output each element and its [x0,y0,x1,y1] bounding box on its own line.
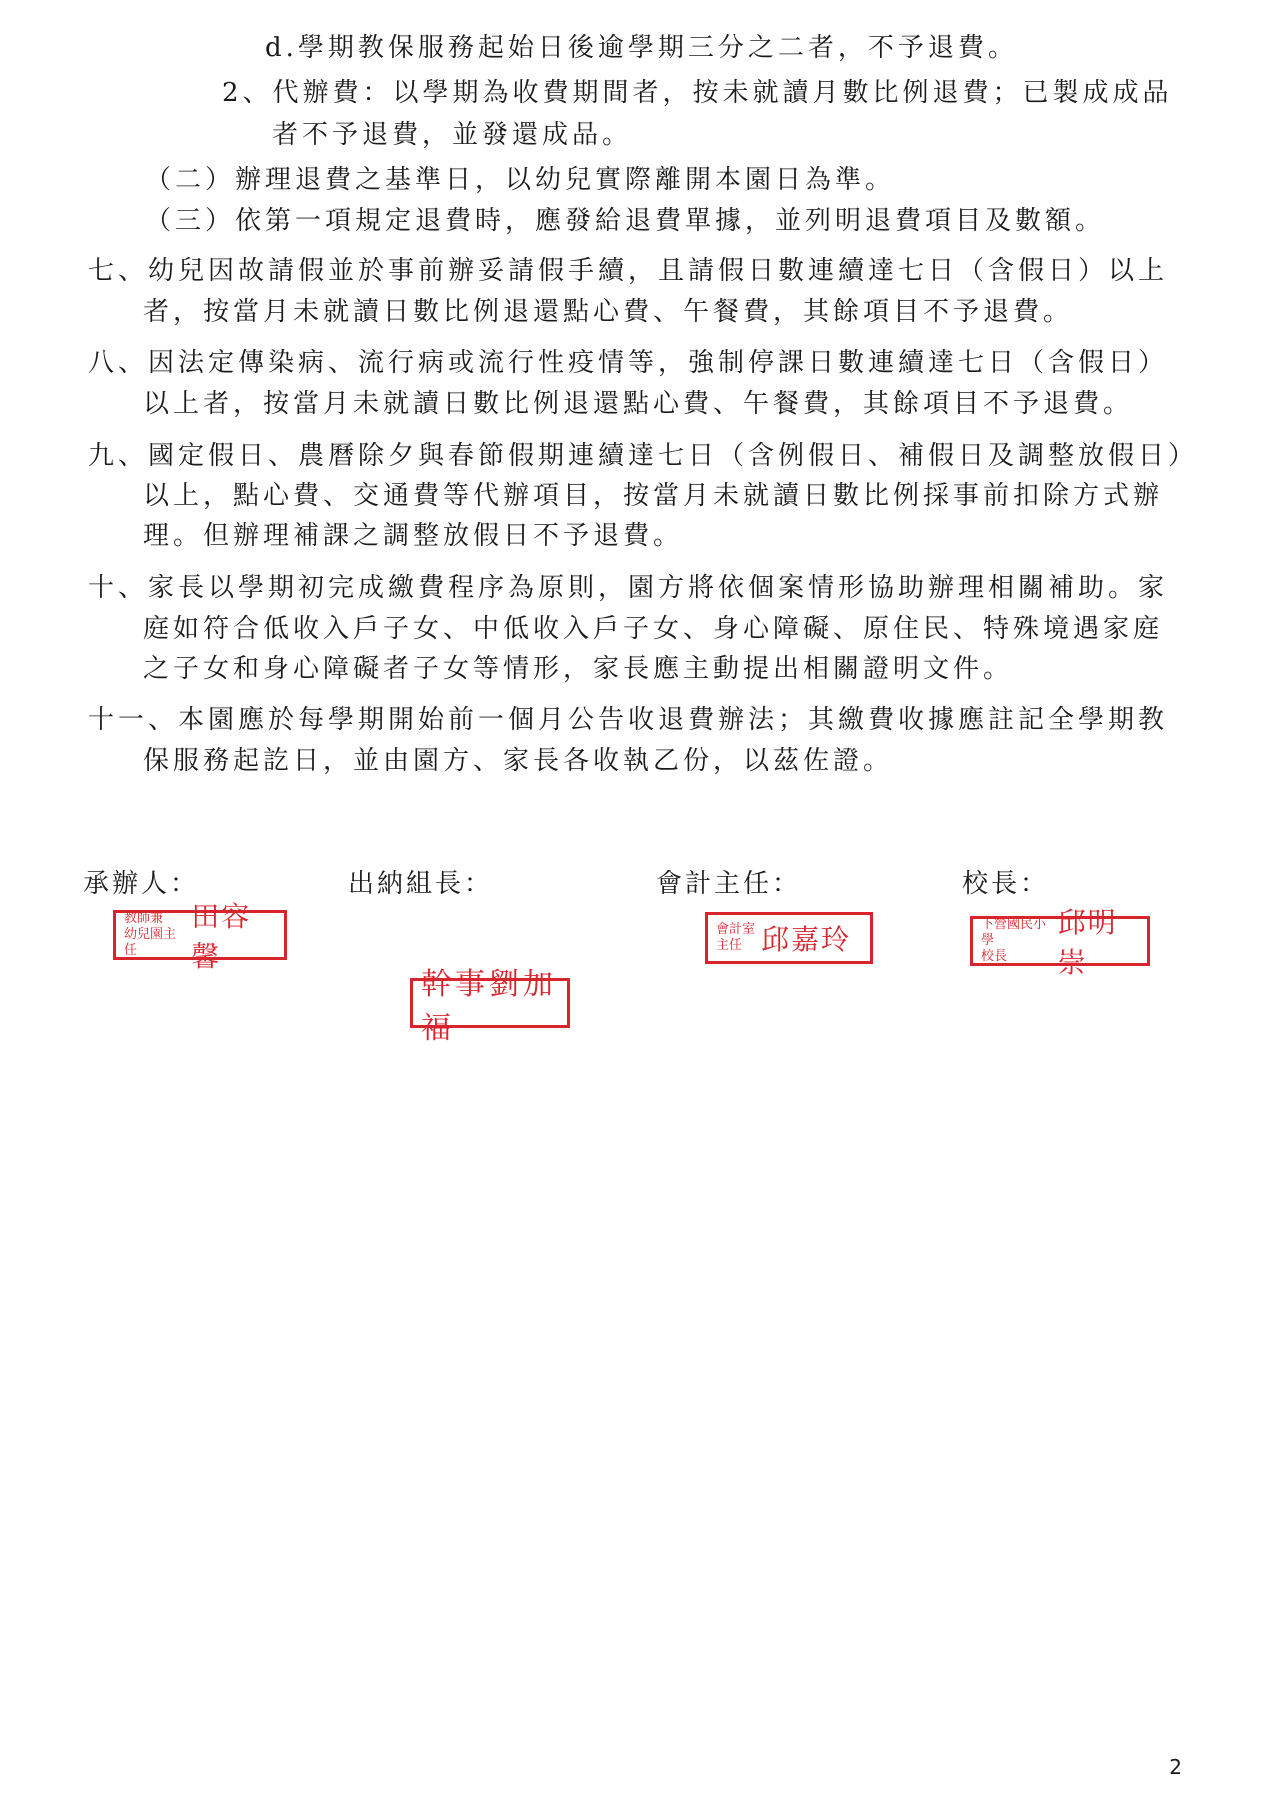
text-line: （三）依第一項規定退費時，應發給退費單據，並列明退費項目及數額。 [145,206,1106,236]
text-line: 十一、本園應於每學期開始前一個月公告收退費辦法；其繳費收據應註記全學期教 [88,705,1169,735]
stamp-name: 邱嘉玲 [761,923,852,956]
text-line: 七、幼兒因故請假並於事前辦妥請假手續，且請假日數連續達七日（含假日）以上 [88,256,1169,286]
stamp-title: 會計室 [716,922,756,937]
page-number: 2 [1169,1755,1182,1779]
stamp-name: 田容馨 [191,900,252,973]
handler-seal-stamp [113,900,287,973]
stamp-name: 幹事劉加福 [421,967,557,1046]
stamp-title: 主任 [716,938,743,953]
principal-label: 校長： [962,869,1050,899]
text-line: 理。但辦理補課之調整放假日不予退費。 [143,521,684,551]
accounting-label: 會計主任： [656,869,802,899]
text-line: 八、因法定傳染病、流行病或流行性疫情等，強制停課日數連續達七日（含假日） [88,348,1169,378]
text-line: 十、家長以學期初完成繳費程序為原則，園方將依個案情形協助辦理相關補助。家 [88,573,1169,603]
text-line: （二）辦理退費之基準日，以幼兒實際離開本園日為準。 [145,165,896,195]
officer-seal-stamp [410,967,570,1046]
text-line: 九、國定假日、農曆除夕與春節假期連續達七日（含例假日、補假日及調整放假日） [88,441,1199,471]
stamp-title: 下營國民小學 [981,917,1047,948]
stamp-title: 校長 [981,949,1008,964]
accounting-seal-stamp [705,912,873,964]
stamp-title: 教師兼 [124,911,164,926]
text-line: 保服務起訖日，並由園方、家長各收執乙份，以茲佐證。 [143,746,894,776]
handler-label: 承辦人： [83,869,200,899]
text-line: 2、代辦費：以學期為收費期間者，按未就讀月數比例退費；已製成成品 [222,78,1173,108]
text-line: 以上者，按當月未就讀日數比例退還點心費、午餐費，其餘項目不予退費。 [143,389,1134,419]
stamp-name: 邱明崇 [1057,906,1118,979]
text-line: 以上，點心費、交通費等代辦項目，按當月未就讀日數比例採事前扣除方式辦 [143,481,1164,511]
principal-seal-stamp [970,906,1150,979]
text-line: 者不予退費，並發還成品。 [272,120,633,150]
cashier-label: 出納組長： [348,869,494,899]
text-line: 者，按當月未就讀日數比例退還點心費、午餐費，其餘項目不予退費。 [143,297,1074,327]
text-line: 之子女和身心障礙者子女等情形，家長應主動提出相關證明文件。 [143,654,1014,684]
text-line: d.學期教保服務起始日後逾學期三分之二者，不予退費。 [265,33,1018,63]
stamp-title: 幼兒園主任 [124,927,177,958]
text-line: 庭如符合低收入戶子女、中低收入戶子女、身心障礙、原住民、特殊境遇家庭 [143,614,1164,644]
